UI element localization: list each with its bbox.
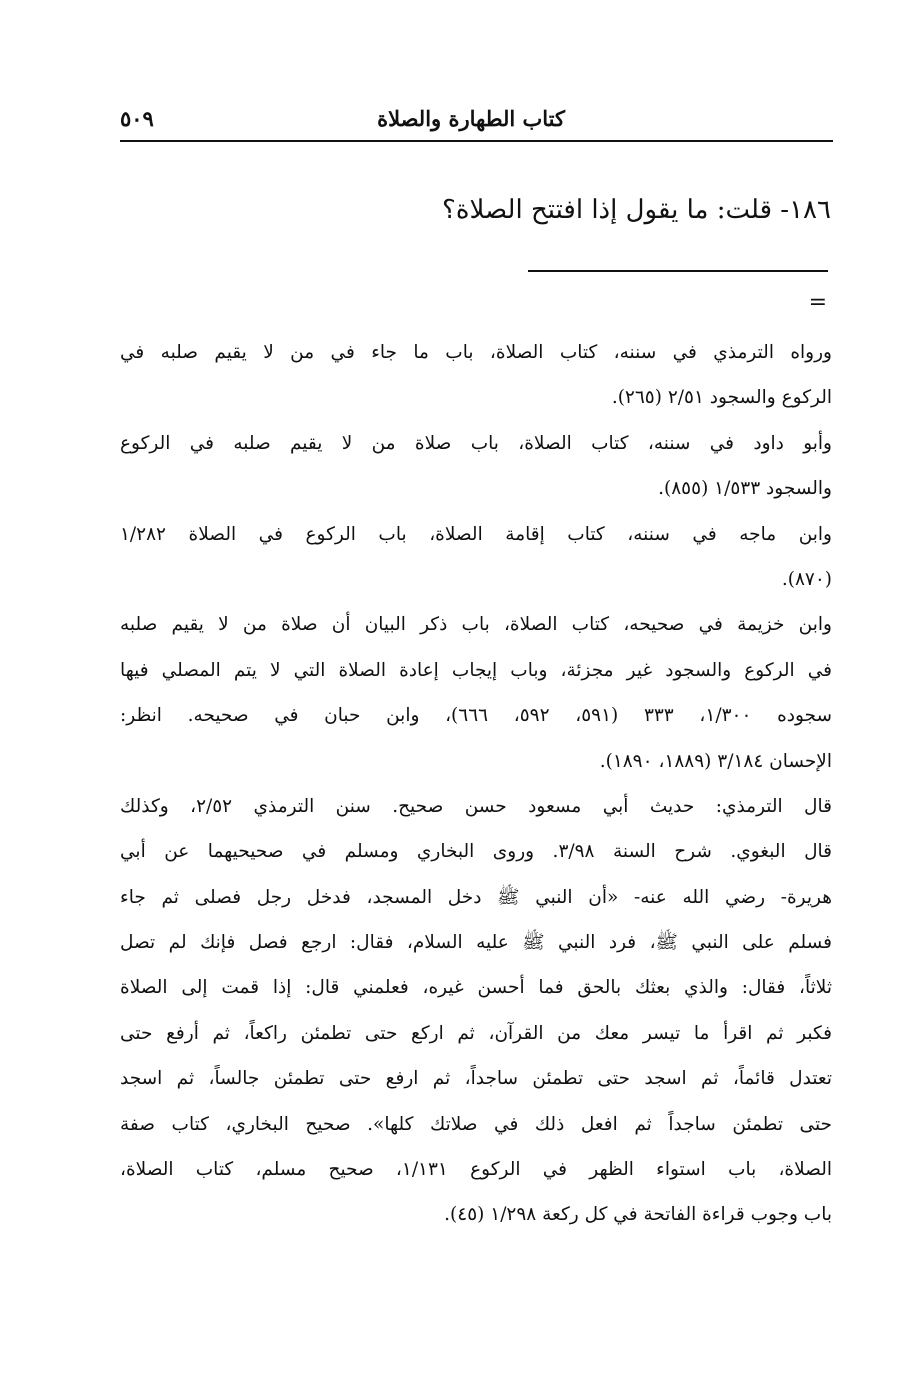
footnote-paragraph [120,602,832,784]
running-header [120,100,833,142]
footnote-paragraph [120,330,832,421]
footnote-continuation-marker: = [808,290,827,315]
footnote-line: حتى تطمئن ساجداً ثم افعل ذلك في صلاتك كلها». صحيح البخاري، كتاب صفة [120,1113,832,1135]
footnote-line: فكبر ثم اقرأ ما تيسر معك من القرآن، ثم اركع حتى تطمئن راكعاً، ثم أرفع حتى [120,1022,832,1044]
footnote-line: قال البغوي. شرح السنة ٣/٩٨. وروى البخاري ومسلم في صحيحيهما عن أبي [120,841,832,863]
footnote-line: والسجود ١/٥٣٣ (٨٥٥). [658,478,832,500]
footnote-paragraph [120,784,832,1238]
footnote-line: (٨٧٠). [781,568,832,590]
footnote-line: قال الترمذي: حديث أبي مسعود حسن صحيح. سنن الترمذي ٢/٥٢، وكذلك [120,795,832,817]
footnote-separator [528,270,828,272]
footnote-line: باب وجوب قراءة الفاتحة في كل ركعة ١/٢٩٨ (٤٥). [444,1204,832,1226]
footnote-body [120,330,832,1238]
footnote-line: في الركوع والسجود غير مجزئة، وباب إيجاب إعادة الصلاة التي لا يتم المصلي فيها [120,659,832,681]
header-title: كتاب الطهارة والصلاة [377,106,565,131]
footnote-line: تعتدل قائماً، ثم اسجد حتى تطمئن ساجداً، ثم ارفع حتى تطمئن جالساً، ثم اسجد [120,1068,832,1090]
footnote-paragraph [120,421,832,512]
footnote-line: وأبو داود في سننه، كتاب الصلاة، باب صلاة من لا يقيم صلبه في الركوع [120,432,832,454]
footnote-line: هريرة- رضي الله عنه- «أن النبي ﷺ دخل المسجد، فدخل رجل فصلى ثم جاء [120,886,832,908]
footnote-line: ثلاثاً، فقال: والذي بعثك بالحق فما أحسن غيره، فعلمني قال: إذا قمت إلى الصلاة [120,977,832,999]
footnote-line: الصلاة، باب استواء الظهر في الركوع ١/١٣١، صحيح مسلم، كتاب الصلاة، [120,1159,832,1181]
footnote-line: ورواه الترمذي في سننه، كتاب الصلاة، باب ما جاء في من لا يقيم صلبه في [120,342,832,363]
footnote-line: سجوده ١/٣٠٠، ٣٣٣ (٥٩١، ٥٩٢، ٦٦٦)، وابن حبان في صحيحه. انظر: [120,705,832,727]
footnote-line: وابن خزيمة في صحيحه، كتاب الصلاة، باب ذكر البيان أن صلاة من لا يقيم صلبه [120,614,832,636]
footnote-line: وابن ماجه في سننه، كتاب إقامة الصلاة، باب الركوع في الصلاة ١/٢٨٢ [120,523,832,545]
footnote-line: الإحسان ٣/١٨٤ (١٨٨٩، ١٨٩٠). [599,750,832,772]
question-heading: ١٨٦- قلت: ما يقول إذا افتتح الصلاة؟ [442,195,831,225]
footnote-line: الركوع والسجود ٢/٥١ (٢٦٥). [611,387,832,409]
footnote-paragraph [120,512,832,603]
footnote-line: فسلم على النبي ﷺ، فرد النبي ﷺ عليه السلام، فقال: ارجع فصل فإنك لم تصل [120,932,832,954]
page-number: ٥٠٩ [120,106,154,131]
